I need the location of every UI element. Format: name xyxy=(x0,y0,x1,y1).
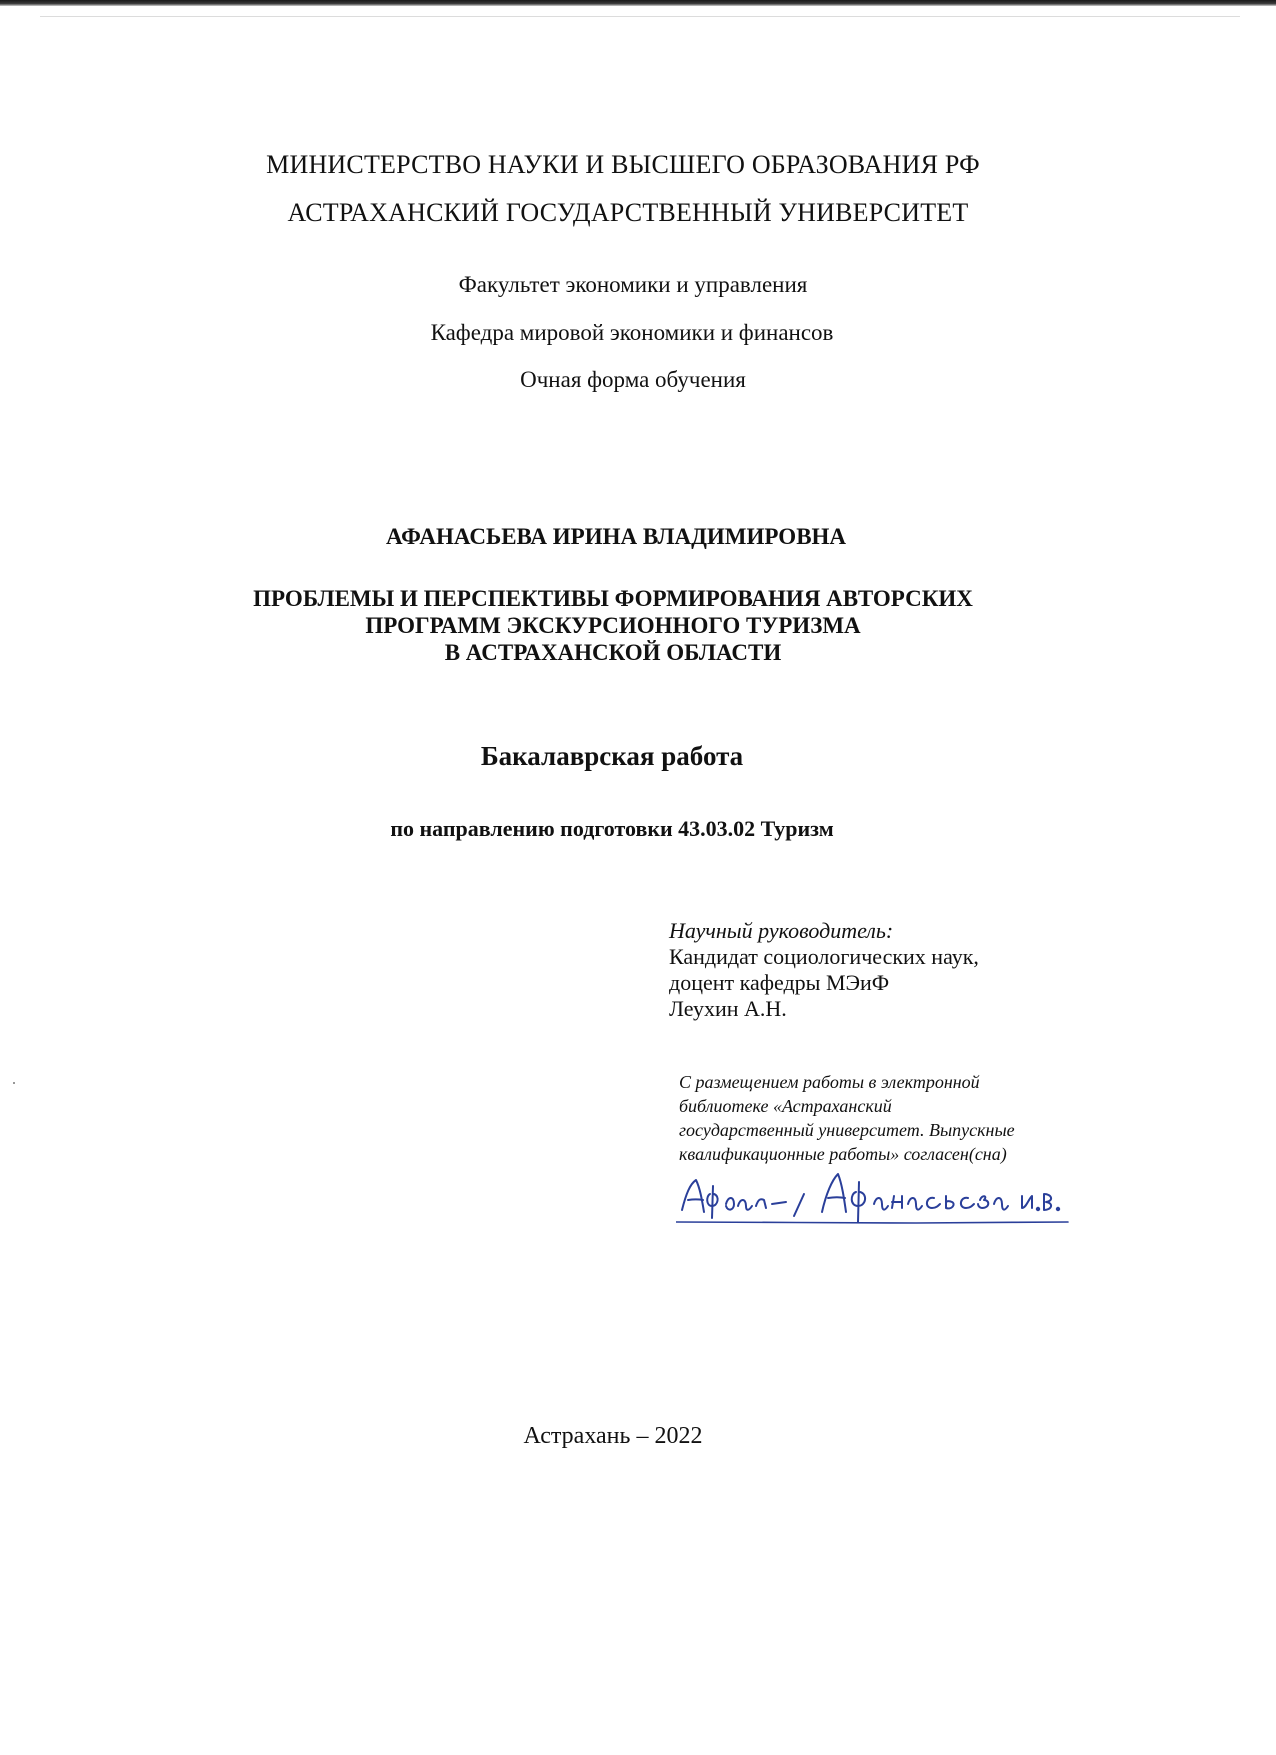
author-name: АФАНАСЬЕВА ИРИНА ВЛАДИМИРОВНА xyxy=(385,524,847,549)
scan-top-edge xyxy=(0,0,1276,6)
signature-strokes xyxy=(676,1174,1068,1223)
consent-block xyxy=(679,1070,1015,1166)
supervisor-degree: Кандидат социологических наук, xyxy=(669,944,979,969)
consent-line: квалификационные работы» согласен(сна) xyxy=(679,1144,1007,1164)
ministry-name: МИНИСТЕРСТВО НАУКИ И ВЫСШЕГО ОБРАЗОВАНИЯ РФ xyxy=(266,150,980,179)
thesis-title-line: ПРОБЛЕМЫ И ПЕРСПЕКТИВЫ ФОРМИРОВАНИЯ АВТОРСКИХ xyxy=(253,586,973,611)
faculty-name: Факультет экономики и управления xyxy=(458,272,808,297)
supervisor-role: Научный руководитель: xyxy=(669,918,894,943)
university-name: АСТРАХАНСКИЙ ГОСУДАРСТВЕННЫЙ УНИВЕРСИТЕТ xyxy=(287,198,969,227)
study-form: Очная форма обучения xyxy=(520,367,746,392)
thesis-title xyxy=(0,585,1226,666)
signature-graphic xyxy=(676,1172,1126,1232)
department-name: Кафедра мировой экономики и финансов xyxy=(430,320,834,345)
supervisor-block xyxy=(669,918,979,1022)
thesis-title-line: В АСТРАХАНСКОЙ ОБЛАСТИ xyxy=(444,640,782,665)
thesis-title-line: ПРОГРАММ ЭКСКУРСИОННОГО ТУРИЗМА xyxy=(365,613,861,638)
consent-line: государственный университет. Выпускные xyxy=(679,1120,1015,1140)
supervisor-position: доцент кафедры МЭиФ xyxy=(669,970,890,995)
scan-top-line xyxy=(40,16,1240,17)
handwritten-signature xyxy=(676,1172,1126,1232)
study-direction: по направлению подготовки 43.03.02 Туризм xyxy=(390,816,834,841)
consent-line: С размещением работы в электронной xyxy=(679,1072,980,1092)
scan-speck xyxy=(13,1082,15,1084)
city-year: Астрахань – 2022 xyxy=(523,1423,703,1449)
supervisor-name: Леухин А.Н. xyxy=(669,996,787,1021)
work-type: Бакалаврская работа xyxy=(480,741,744,771)
consent-line: библиотеке «Астраханский xyxy=(679,1096,892,1116)
